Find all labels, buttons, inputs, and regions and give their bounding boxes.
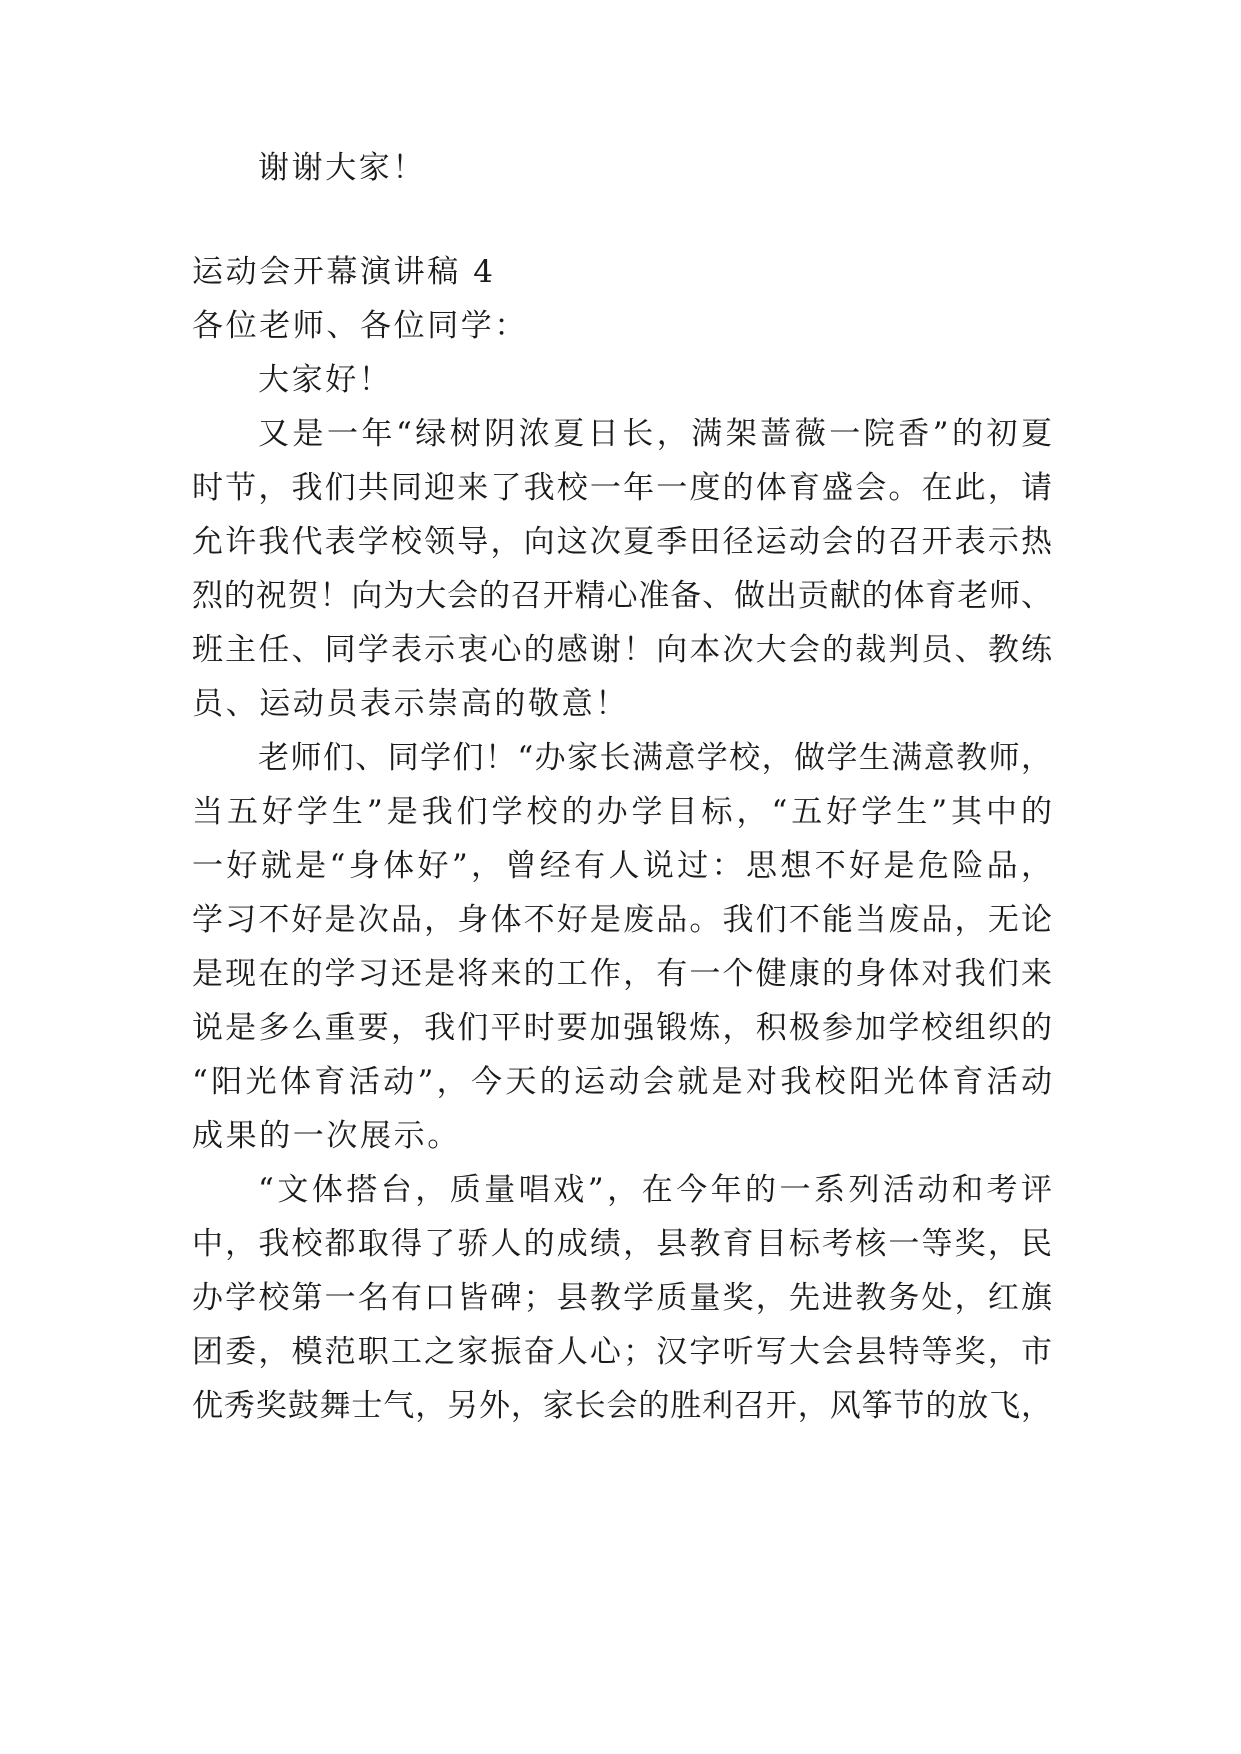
speech-title: 运动会开幕演讲稿 4 [192,254,496,290]
paragraph-line: 说是多么重要，我们平时要加强锻炼，积极参加学校组织的 [192,1010,1052,1046]
paragraph-line: 优秀奖鼓舞士气，另外，家长会的胜利召开，风筝节的放飞， [192,1388,1052,1424]
paragraph-line: 是现在的学习还是将来的工作，有一个健康的身体对我们来 [192,956,1052,992]
salutation: 各位老师、各位同学： [192,308,528,344]
paragraph-line: “阳光体育活动”，今天的运动会就是对我校阳光体育活动 [192,1064,1052,1100]
paragraph-line: 当五好学生”是我们学校的办学目标，“五好学生”其中的 [192,794,1052,830]
paragraph-line: 中，我校都取得了骄人的成绩，县教育目标考核一等奖，民 [192,1226,1052,1262]
paragraph-line: 老师们、同学们！“办家长满意学校，做学生满意教师， [258,740,1052,776]
paragraph-line: 时节，我们共同迎来了我校一年一度的体育盛会。在此，请 [192,470,1052,506]
closing-line: 谢谢大家！ [258,150,426,186]
paragraph-line: 员、运动员表示崇高的敬意！ [192,686,629,722]
greeting: 大家好！ [258,362,393,398]
paragraph-line: 允许我代表学校领导，向这次夏季田径运动会的召开表示热 [192,524,1052,560]
paragraph-line: 班主任、同学表示衷心的感谢！向本次大会的裁判员、教练 [192,632,1052,668]
paragraph-line: 烈的祝贺！向为大会的召开精心准备、做出贡献的体育老师、 [192,578,1052,614]
paragraph-line: 团委，模范职工之家振奋人心；汉字听写大会县特等奖，市 [192,1334,1052,1370]
paragraph-line: 学习不好是次品，身体不好是废品。我们不能当废品，无论 [192,902,1052,938]
paragraph-line: “文体搭台，质量唱戏”，在今年的一系列活动和考评 [258,1172,1052,1208]
paragraph-line: 办学校第一名有口皆碑；县教学质量奖，先进教务处，红旗 [192,1280,1052,1316]
paragraph-line: 成果的一次展示。 [192,1118,461,1154]
paragraph-line: 一好就是“身体好”，曾经有人说过：思想不好是危险品， [192,848,1052,884]
paragraph-line: 又是一年“绿树阴浓夏日长，满架蔷薇一院香”的初夏 [258,416,1052,452]
